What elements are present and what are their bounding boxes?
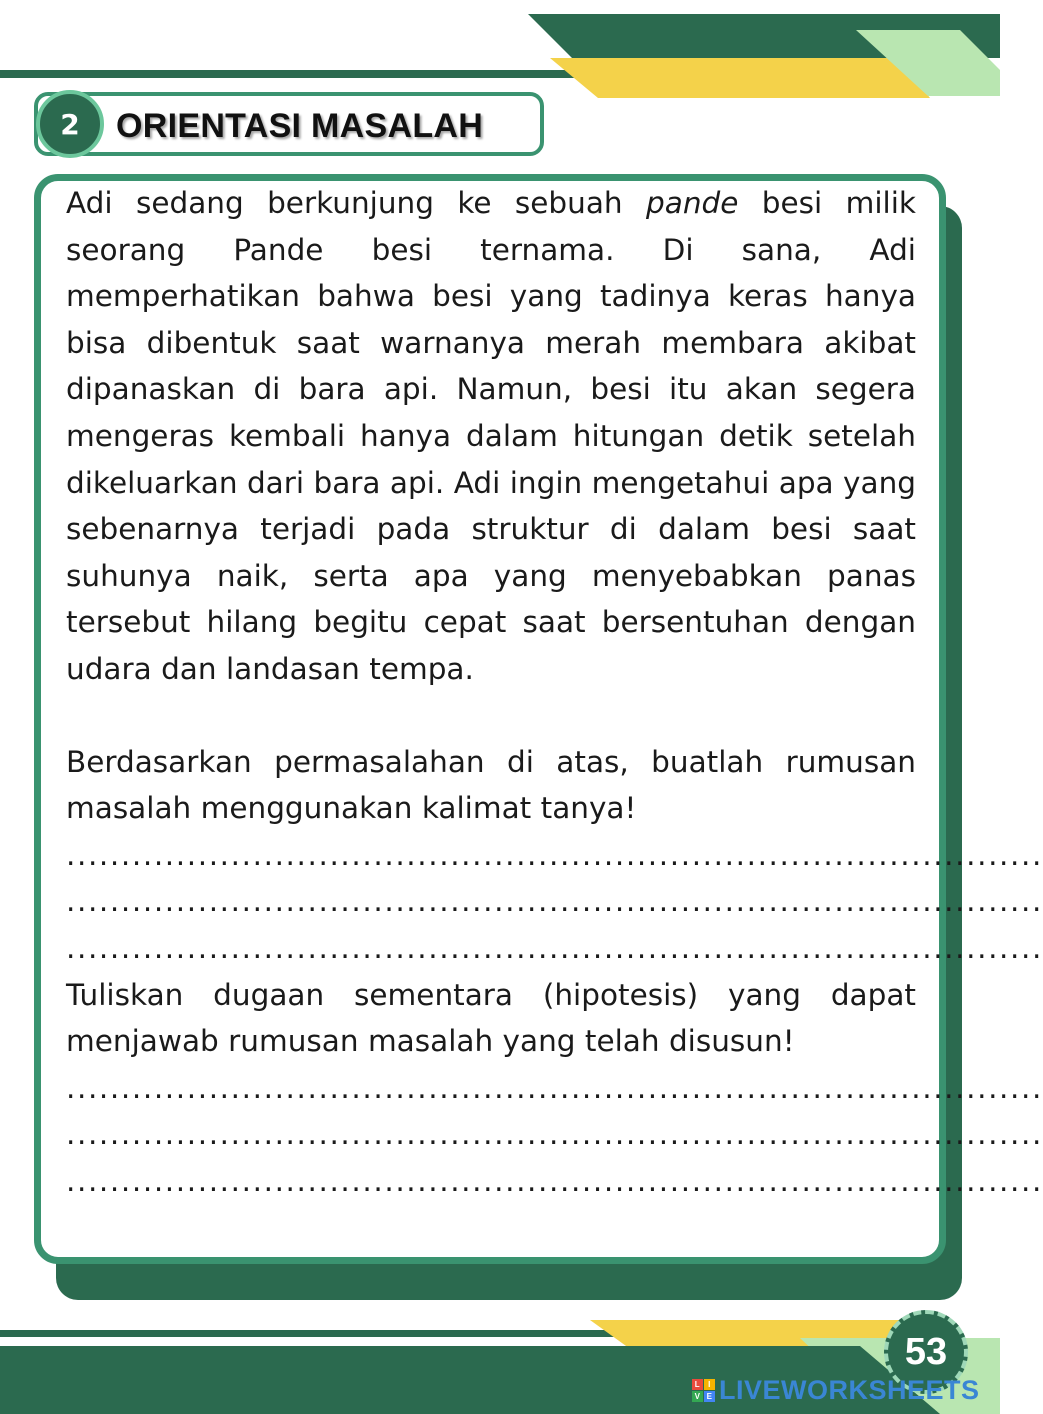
question-1-prompt: Berdasarkan permasalahan di atas, buatlah rumusan masalah menggunakan kalimat tanya! xyxy=(66,744,916,826)
logo-letter: V xyxy=(692,1391,703,1402)
paragraph-spacer xyxy=(66,693,916,739)
header-yellow-stripe xyxy=(550,58,930,98)
section-title: ORIENTASI MASALAH xyxy=(116,107,484,145)
liveworksheets-logo-icon xyxy=(692,1379,715,1402)
watermark-text: LIVEWORKSHEETS xyxy=(719,1374,980,1405)
story-italic-word: pande xyxy=(646,186,739,220)
story-text-start: Adi sedang berkunjung ke sebuah xyxy=(66,186,647,220)
section-number-badge: 2 xyxy=(36,90,104,158)
question-1-answer-line-3[interactable]: ......................................................................................... xyxy=(66,930,1043,965)
story-text-rest: besi milik seorang Pande besi ternama. Di sana, Adi memperhatikan bahwa besi yang tadinya keras hanya bisa dibentuk saat warnanya merah membara akibat dipanaskan di bara api. Namun, besi itu akan segera mengeras kembali hanya dalam hitungan detik setelah dikeluarkan dari bara api. Adi ingin mengetahui apa yang sebenarnya terjadi pada struktur di dalam besi saat suhunya naik, serta apa yang menyebabkan panas tersebut hilang begitu cepat saat bersentuhan dengan udara dan landasan tempa. xyxy=(66,186,916,686)
question-2-answer-line-3[interactable]: ......................................................................................... xyxy=(66,1163,1043,1198)
question-2-answer-line-1[interactable]: ......................................................................................... xyxy=(66,1070,1043,1105)
card-content xyxy=(66,180,1043,1204)
liveworksheets-watermark[interactable] xyxy=(692,1374,980,1406)
logo-letter: I xyxy=(704,1379,715,1390)
question-2-answer-line-2[interactable]: ......................................................................................... xyxy=(66,1117,1043,1152)
question-2-prompt: Tuliskan dugaan sementara (hipotesis) yang dapat menjawab rumusan masalah yang telah disusun! xyxy=(66,977,916,1059)
question-1-answer-line-1[interactable]: ......................................................................................... xyxy=(66,837,1043,872)
logo-letter: L xyxy=(692,1379,703,1390)
story-paragraph xyxy=(66,180,916,693)
question-1-answer-line-2[interactable]: ......................................................................................... xyxy=(66,884,1043,919)
page-number-badge: 53 xyxy=(884,1310,968,1394)
logo-letter: E xyxy=(704,1391,715,1402)
